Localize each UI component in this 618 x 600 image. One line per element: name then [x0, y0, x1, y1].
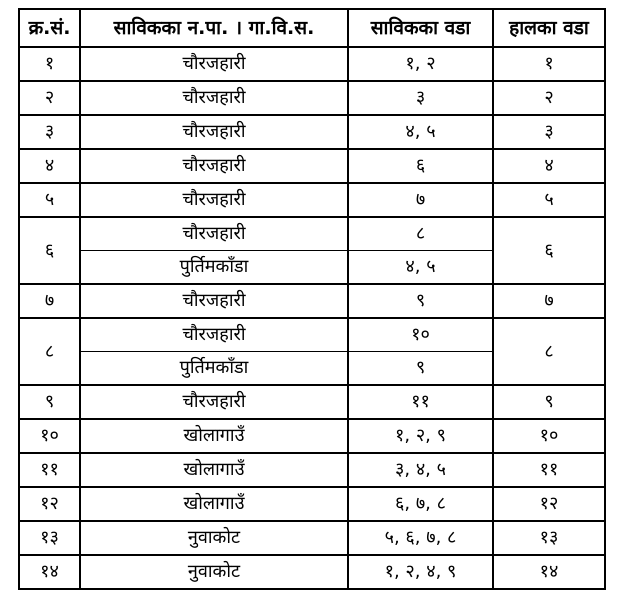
current-ward-cell: ८	[493, 318, 605, 385]
former-ward-cell: ११	[348, 385, 493, 419]
former-ward-cell: ६, ७, ८	[348, 487, 493, 521]
serial-number-cell: १४	[19, 555, 80, 589]
current-ward-cell: ५	[493, 183, 605, 217]
former-ward-cell: ९	[348, 284, 493, 318]
table-header-row	[19, 9, 605, 47]
serial-number-cell: २	[19, 81, 80, 115]
current-ward-cell: ४	[493, 149, 605, 183]
ward-mapping-table	[18, 8, 606, 590]
former-place-cell: खोलागाउँ	[80, 453, 348, 487]
table-row	[19, 183, 605, 217]
former-ward-cell: १, २, ९	[348, 419, 493, 453]
former-place-cell: चौरजहारी	[80, 217, 348, 251]
former-ward-cell: ५, ६, ७, ८	[348, 521, 493, 555]
serial-number-cell: ५	[19, 183, 80, 217]
table-row	[19, 487, 605, 521]
former-place-cell: चौरजहारी	[80, 284, 348, 318]
table-row	[19, 521, 605, 555]
former-place-cell: चौरजहारी	[80, 183, 348, 217]
serial-number-cell: ७	[19, 284, 80, 318]
former-place-cell: चौरजहारी	[80, 149, 348, 183]
former-ward-cell: ३	[348, 81, 493, 115]
former-ward-cell: ७	[348, 183, 493, 217]
current-ward-cell: १०	[493, 419, 605, 453]
former-place-cell: चौरजहारी	[80, 81, 348, 115]
table-row	[19, 318, 605, 352]
header-current-ward: हालका वडा	[493, 9, 605, 47]
former-ward-cell: १, २	[348, 47, 493, 81]
table-row	[19, 149, 605, 183]
header-serial-number: क्र.सं.	[19, 9, 80, 47]
former-place-cell: नुवाकोट	[80, 521, 348, 555]
serial-number-cell: १२	[19, 487, 80, 521]
current-ward-cell: १३	[493, 521, 605, 555]
former-ward-cell: ९	[348, 352, 493, 386]
former-place-cell: खोलागाउँ	[80, 419, 348, 453]
table-row	[19, 47, 605, 81]
current-ward-cell: १२	[493, 487, 605, 521]
former-place-cell: चौरजहारी	[80, 115, 348, 149]
table-row	[19, 115, 605, 149]
current-ward-cell: ७	[493, 284, 605, 318]
former-ward-cell: ४, ५	[348, 115, 493, 149]
table-row	[19, 284, 605, 318]
serial-number-cell: ६	[19, 217, 80, 284]
table-row	[19, 419, 605, 453]
former-place-cell: पुर्तिमकाँडा	[80, 251, 348, 285]
former-place-cell: पुर्तिमकाँडा	[80, 352, 348, 386]
serial-number-cell: ८	[19, 318, 80, 385]
table-body	[19, 47, 605, 589]
header-former-municipality: साविकका न.पा. । गा.वि.स.	[80, 9, 348, 47]
serial-number-cell: ११	[19, 453, 80, 487]
current-ward-cell: ९	[493, 385, 605, 419]
table-row	[19, 81, 605, 115]
current-ward-cell: ११	[493, 453, 605, 487]
serial-number-cell: १	[19, 47, 80, 81]
table-row	[19, 453, 605, 487]
current-ward-cell: ३	[493, 115, 605, 149]
former-place-cell: चौरजहारी	[80, 318, 348, 352]
former-ward-cell: ८	[348, 217, 493, 251]
serial-number-cell: ९	[19, 385, 80, 419]
serial-number-cell: ३	[19, 115, 80, 149]
serial-number-cell: १०	[19, 419, 80, 453]
serial-number-cell: १३	[19, 521, 80, 555]
serial-number-cell: ४	[19, 149, 80, 183]
former-ward-cell: ३, ४, ५	[348, 453, 493, 487]
former-place-cell: नुवाकोट	[80, 555, 348, 589]
current-ward-cell: १	[493, 47, 605, 81]
former-place-cell: चौरजहारी	[80, 47, 348, 81]
current-ward-cell: ६	[493, 217, 605, 284]
table-row	[19, 217, 605, 251]
current-ward-cell: २	[493, 81, 605, 115]
current-ward-cell: १४	[493, 555, 605, 589]
former-ward-cell: ४, ५	[348, 251, 493, 285]
former-ward-cell: १०	[348, 318, 493, 352]
former-place-cell: चौरजहारी	[80, 385, 348, 419]
header-former-ward: साविकका वडा	[348, 9, 493, 47]
former-ward-cell: ६	[348, 149, 493, 183]
table-row	[19, 385, 605, 419]
former-place-cell: खोलागाउँ	[80, 487, 348, 521]
former-ward-cell: १, २, ४, ९	[348, 555, 493, 589]
ward-table-container	[18, 8, 604, 590]
table-row	[19, 555, 605, 589]
